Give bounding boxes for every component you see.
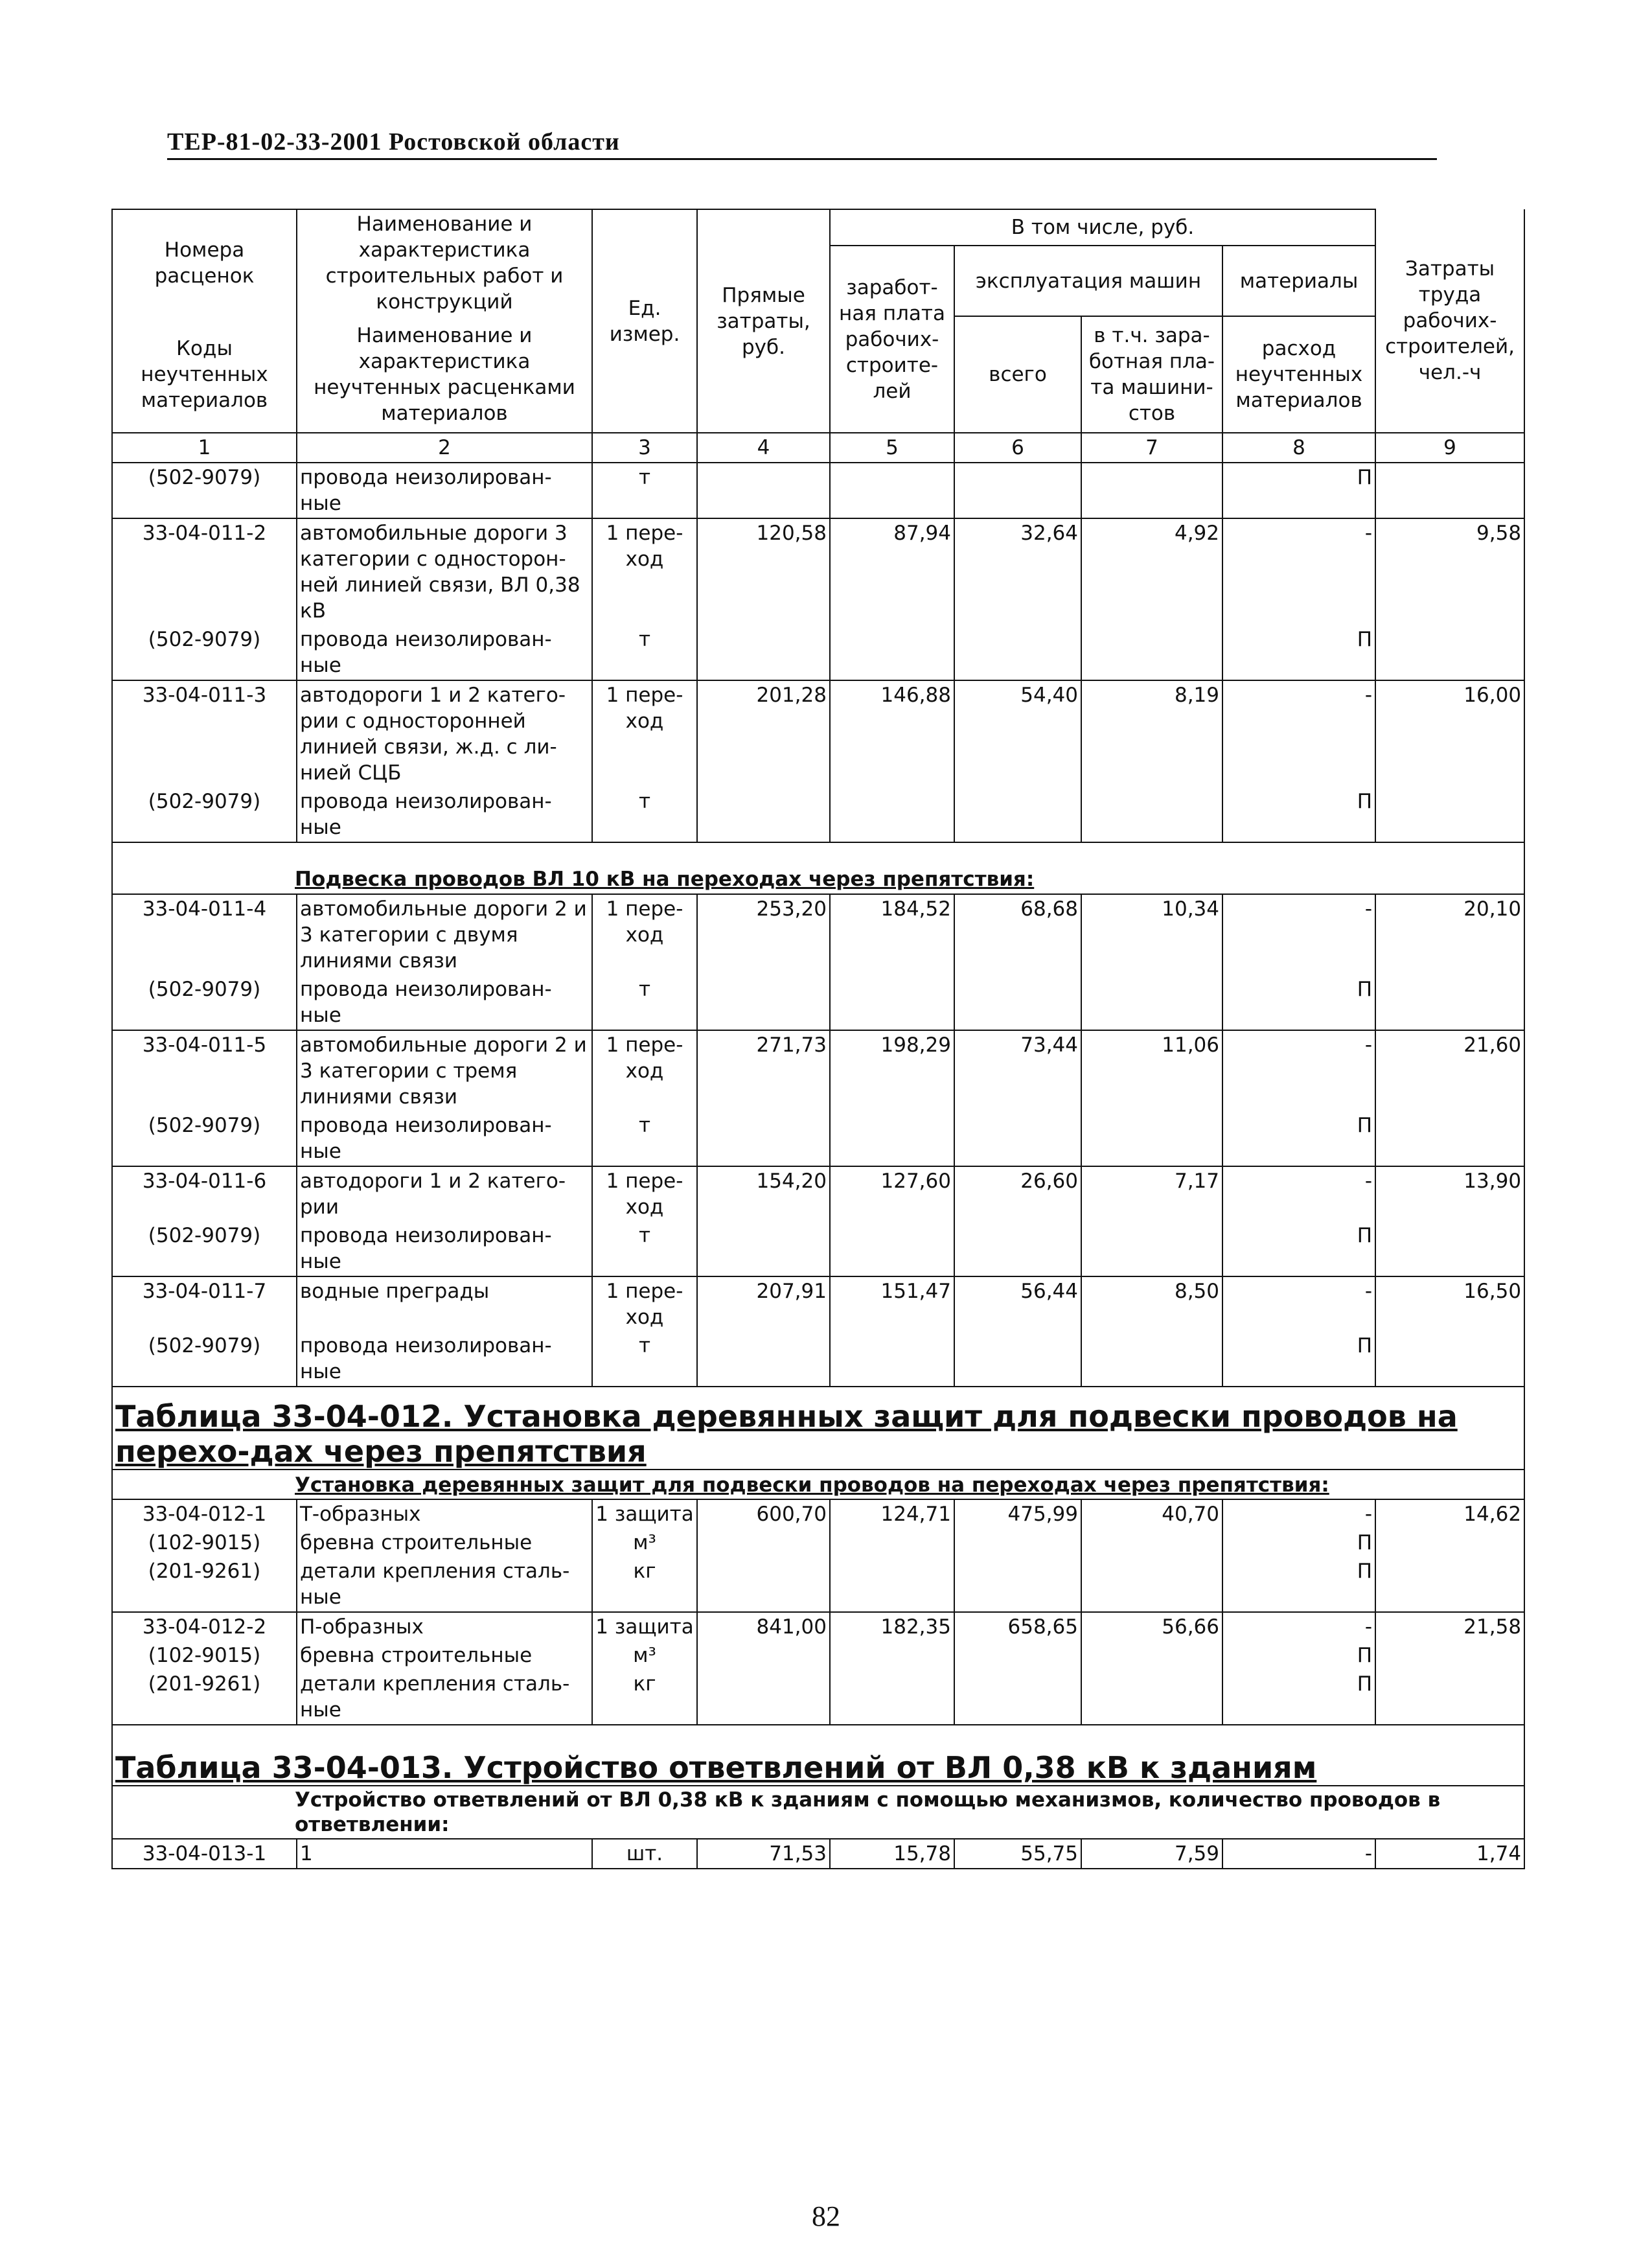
machinist-wage: [1081, 1528, 1222, 1557]
material-mark: -: [1222, 518, 1375, 625]
header-work-name: Наименование и характеристика строительных работ и конструкций: [297, 209, 592, 316]
machine-costs: 475,99: [954, 1499, 1081, 1528]
col-num: 6: [954, 433, 1081, 463]
table-header: [112, 209, 1524, 463]
labor-costs: 16,00: [1375, 680, 1524, 787]
material-mark: -: [1222, 1166, 1375, 1221]
work-name: автодороги 1 и 2 катего-рии с односторонней линией связи, ж.д. с ли-нией СЦБ: [297, 680, 592, 787]
unit: т: [592, 1221, 697, 1276]
work-name: 1: [297, 1839, 592, 1869]
table-title: Таблица 33-04-013. Устройство ответвлений от ВЛ 0,38 кВ к зданиям: [112, 1725, 1524, 1786]
worker-wage: [830, 787, 954, 842]
machinist-wage: 10,34: [1081, 894, 1222, 975]
machinist-wage: 56,66: [1081, 1612, 1222, 1641]
section-heading: Устройство ответвлений от ВЛ 0,38 кВ к зданиям с помощью механизмов, количество проводов в ответвлении:: [112, 1786, 1524, 1839]
unit: т: [592, 463, 697, 518]
work-name: автодороги 1 и 2 катего-рии: [297, 1166, 592, 1221]
unit: м³: [592, 1528, 697, 1557]
table-row: [112, 975, 1524, 1030]
worker-wage: [830, 1670, 954, 1725]
material-mark: П: [1222, 1528, 1375, 1557]
rate-code: (502-9079): [112, 625, 297, 680]
machinist-wage: [1081, 1332, 1222, 1387]
header-rate-numbers: Номера расценок: [112, 209, 297, 316]
unit: м³: [592, 1641, 697, 1670]
table-row: [112, 1111, 1524, 1166]
direct-costs: 201,28: [697, 680, 830, 787]
direct-costs: [697, 1111, 830, 1166]
direct-costs: [697, 625, 830, 680]
table-row: [112, 1030, 1524, 1111]
work-name: бревна строительные: [297, 1528, 592, 1557]
labor-costs: [1375, 1111, 1524, 1166]
section-10kv: [112, 842, 1524, 894]
rate-code: (102-9015): [112, 1528, 297, 1557]
material-mark: П: [1222, 1670, 1375, 1725]
labor-costs: 20,10: [1375, 894, 1524, 975]
work-name: детали крепления сталь-ные: [297, 1670, 592, 1725]
header-wage: заработ-ная плата рабочих-строите-лей: [830, 246, 954, 433]
table-row: [112, 680, 1524, 787]
worker-wage: 124,71: [830, 1499, 954, 1528]
machinist-wage: [1081, 625, 1222, 680]
work-name: автомобильные дороги 2 и 3 категории с тремя линиями связи: [297, 1030, 592, 1111]
machinist-wage: [1081, 1111, 1222, 1166]
machinist-wage: [1081, 1670, 1222, 1725]
labor-costs: 14,62: [1375, 1499, 1524, 1528]
rates-sheet: [111, 209, 1524, 1869]
col-num: 5: [830, 433, 954, 463]
machine-costs: 54,40: [954, 680, 1081, 787]
header-direct-costs: Прямые затраты, руб.: [697, 209, 830, 433]
work-name: Т-образных: [297, 1499, 592, 1528]
machine-costs: [954, 625, 1081, 680]
direct-costs: [697, 1557, 830, 1612]
table-row: [112, 463, 1524, 518]
table-row: [112, 1221, 1524, 1276]
machinist-wage: [1081, 1641, 1222, 1670]
unit: т: [592, 1111, 697, 1166]
unit: 1 защита: [592, 1499, 697, 1528]
work-name: автомобильные дороги 3 категории с односторон-ней линией связи, ВЛ 0,38 кВ: [297, 518, 592, 625]
direct-costs: [697, 463, 830, 518]
worker-wage: [830, 463, 954, 518]
material-mark: П: [1222, 625, 1375, 680]
rate-code: (201-9261): [112, 1557, 297, 1612]
material-mark: П: [1222, 1332, 1375, 1387]
col-num: 8: [1222, 433, 1375, 463]
page-number: 82: [812, 2200, 840, 2232]
worker-wage: [830, 1221, 954, 1276]
unit: 1 пере-ход: [592, 518, 697, 625]
rate-code: (502-9079): [112, 1332, 297, 1387]
labor-costs: [1375, 1528, 1524, 1557]
machine-costs: 32,64: [954, 518, 1081, 625]
worker-wage: [830, 1528, 954, 1557]
labor-costs: [1375, 1221, 1524, 1276]
direct-costs: 71,53: [697, 1839, 830, 1869]
direct-costs: [697, 1670, 830, 1725]
work-name: провода неизолирован-ные: [297, 1221, 592, 1276]
section-heading: Подвеска проводов ВЛ 10 кВ на переходах через препятствия:: [112, 842, 1524, 894]
unit: шт.: [592, 1839, 697, 1869]
direct-costs: [697, 1528, 830, 1557]
worker-wage: [830, 1111, 954, 1166]
block-011-a: [112, 463, 1524, 842]
table-row: [112, 1528, 1524, 1557]
direct-costs: 600,70: [697, 1499, 830, 1528]
machinist-wage: [1081, 975, 1222, 1030]
labor-costs: [1375, 1557, 1524, 1612]
labor-costs: [1375, 787, 1524, 842]
table-row: [112, 1499, 1524, 1528]
rate-code: 33-04-011-7: [112, 1276, 297, 1332]
material-mark: -: [1222, 680, 1375, 787]
machinist-wage: 8,50: [1081, 1276, 1222, 1332]
rate-code: 33-04-013-1: [112, 1839, 297, 1869]
direct-costs: 207,91: [697, 1276, 830, 1332]
direct-costs: 120,58: [697, 518, 830, 625]
table-row: [112, 787, 1524, 842]
col-num: 9: [1375, 433, 1524, 463]
rate-code: 33-04-011-4: [112, 894, 297, 975]
table-row: [112, 1612, 1524, 1641]
rate-code: (201-9261): [112, 1670, 297, 1725]
col-num: 2: [297, 433, 592, 463]
labor-costs: 21,60: [1375, 1030, 1524, 1111]
table-title: Таблица 33-04-012. Установка деревянных защит для подвески проводов на перехо-дах через препятствия: [112, 1387, 1524, 1470]
header-machines: эксплуатация машин: [954, 246, 1222, 316]
labor-costs: 21,58: [1375, 1612, 1524, 1641]
table-row: [112, 518, 1524, 625]
machinist-wage: [1081, 1557, 1222, 1612]
material-mark: -: [1222, 1839, 1375, 1869]
unit: т: [592, 1332, 697, 1387]
worker-wage: [830, 1332, 954, 1387]
header-including: В том числе, руб.: [830, 209, 1375, 246]
rate-code: (102-9015): [112, 1641, 297, 1670]
rate-code: 33-04-012-1: [112, 1499, 297, 1528]
table-row: [112, 625, 1524, 680]
rate-code: 33-04-011-2: [112, 518, 297, 625]
worker-wage: [830, 1641, 954, 1670]
worker-wage: 198,29: [830, 1030, 954, 1111]
machinist-wage: 8,19: [1081, 680, 1222, 787]
worker-wage: 182,35: [830, 1612, 954, 1641]
header-unaccounted-name: Наименование и характеристика неучтенных расценками материалов: [297, 316, 592, 433]
header-unit: Ед. измер.: [592, 209, 697, 433]
unit: 1 пере-ход: [592, 1276, 697, 1332]
work-name: бревна строительные: [297, 1641, 592, 1670]
machinist-wage: 7,59: [1081, 1839, 1222, 1869]
header-material-consumption: расход неучтенных материалов: [1222, 316, 1375, 433]
machinist-wage: [1081, 1221, 1222, 1276]
block-012: [112, 1499, 1524, 1725]
unit: кг: [592, 1557, 697, 1612]
labor-costs: 9,58: [1375, 518, 1524, 625]
labor-costs: 16,50: [1375, 1276, 1524, 1332]
worker-wage: [830, 625, 954, 680]
material-mark: П: [1222, 1221, 1375, 1276]
labor-costs: 13,90: [1375, 1166, 1524, 1221]
work-name: провода неизолирован-ные: [297, 463, 592, 518]
rate-code: (502-9079): [112, 463, 297, 518]
machinist-wage: 40,70: [1081, 1499, 1222, 1528]
direct-costs: [697, 1221, 830, 1276]
unit: т: [592, 975, 697, 1030]
col-num: 1: [112, 433, 297, 463]
machine-costs: [954, 1528, 1081, 1557]
header-machinist-wage: в т.ч. зара-ботная пла-та машини-стов: [1081, 316, 1222, 433]
col-num: 3: [592, 433, 697, 463]
work-name: провода неизолирован-ные: [297, 975, 592, 1030]
labor-costs: [1375, 1670, 1524, 1725]
table-row: [112, 1557, 1524, 1612]
worker-wage: 151,47: [830, 1276, 954, 1332]
work-name: провода неизолирован-ные: [297, 1111, 592, 1166]
direct-costs: [697, 1332, 830, 1387]
direct-costs: 253,20: [697, 894, 830, 975]
table-row: [112, 1276, 1524, 1332]
machinist-wage: 4,92: [1081, 518, 1222, 625]
unit: кг: [592, 1670, 697, 1725]
machine-costs: 56,44: [954, 1276, 1081, 1332]
machine-costs: [954, 1641, 1081, 1670]
machine-costs: [954, 1670, 1081, 1725]
table-row: [112, 1332, 1524, 1387]
rate-code: 33-04-011-3: [112, 680, 297, 787]
work-name: провода неизолирован-ные: [297, 625, 592, 680]
table-row: [112, 1670, 1524, 1725]
material-mark: П: [1222, 463, 1375, 518]
machine-costs: [954, 975, 1081, 1030]
labor-costs: 1,74: [1375, 1839, 1524, 1869]
table-row: [112, 1166, 1524, 1221]
table-012-heading: [112, 1387, 1524, 1499]
unit: 1 пере-ход: [592, 1166, 697, 1221]
labor-costs: [1375, 463, 1524, 518]
block-011-b: [112, 894, 1524, 1387]
machine-costs: 73,44: [954, 1030, 1081, 1111]
machine-costs: 55,75: [954, 1839, 1081, 1869]
worker-wage: [830, 975, 954, 1030]
rates-table: [111, 209, 1525, 1869]
unit: т: [592, 787, 697, 842]
rate-code: (502-9079): [112, 1221, 297, 1276]
labor-costs: [1375, 975, 1524, 1030]
machine-costs: [954, 1332, 1081, 1387]
header-unaccounted-codes: Коды неучтенных материалов: [112, 316, 297, 433]
material-mark: -: [1222, 894, 1375, 975]
machine-costs: [954, 787, 1081, 842]
col-num: 7: [1081, 433, 1222, 463]
material-mark: П: [1222, 1111, 1375, 1166]
direct-costs: [697, 975, 830, 1030]
work-name: провода неизолирован-ные: [297, 1332, 592, 1387]
work-name: провода неизолирован-ные: [297, 787, 592, 842]
material-mark: П: [1222, 975, 1375, 1030]
rate-code: (502-9079): [112, 975, 297, 1030]
unit: т: [592, 625, 697, 680]
header-machines-total: всего: [954, 316, 1081, 433]
material-mark: -: [1222, 1612, 1375, 1641]
work-name: П-образных: [297, 1612, 592, 1641]
machine-costs: [954, 1221, 1081, 1276]
worker-wage: 127,60: [830, 1166, 954, 1221]
machinist-wage: [1081, 787, 1222, 842]
unit: 1 пере-ход: [592, 680, 697, 787]
machine-costs: 26,60: [954, 1166, 1081, 1221]
direct-costs: 271,73: [697, 1030, 830, 1111]
running-head: ТЕР-81-02-33-2001 Ростовской области: [167, 127, 1437, 160]
machinist-wage: 7,17: [1081, 1166, 1222, 1221]
worker-wage: [830, 1557, 954, 1612]
machinist-wage: [1081, 463, 1222, 518]
unit: 1 пере-ход: [592, 894, 697, 975]
unit: 1 защита: [592, 1612, 697, 1641]
worker-wage: 146,88: [830, 680, 954, 787]
worker-wage: 15,78: [830, 1839, 954, 1869]
direct-costs: [697, 1641, 830, 1670]
direct-costs: 154,20: [697, 1166, 830, 1221]
labor-costs: [1375, 625, 1524, 680]
col-num: 4: [697, 433, 830, 463]
direct-costs: [697, 787, 830, 842]
header-materials: материалы: [1222, 246, 1375, 316]
block-013: [112, 1839, 1524, 1869]
rate-code: (502-9079): [112, 1111, 297, 1166]
material-mark: -: [1222, 1030, 1375, 1111]
machine-costs: 68,68: [954, 894, 1081, 975]
machinist-wage: 11,06: [1081, 1030, 1222, 1111]
direct-costs: 841,00: [697, 1612, 830, 1641]
material-mark: -: [1222, 1276, 1375, 1332]
material-mark: П: [1222, 1641, 1375, 1670]
table-row: [112, 1641, 1524, 1670]
machine-costs: [954, 1557, 1081, 1612]
table-row: [112, 894, 1524, 975]
rate-code: 33-04-011-5: [112, 1030, 297, 1111]
unit: 1 пере-ход: [592, 1030, 697, 1111]
work-name: водные преграды: [297, 1276, 592, 1332]
labor-costs: [1375, 1332, 1524, 1387]
table-row: [112, 1839, 1524, 1869]
worker-wage: 87,94: [830, 518, 954, 625]
material-mark: -: [1222, 1499, 1375, 1528]
material-mark: П: [1222, 1557, 1375, 1612]
work-name: автомобильные дороги 2 и 3 категории с двумя линиями связи: [297, 894, 592, 975]
table-013-heading: [112, 1725, 1524, 1839]
rate-code: (502-9079): [112, 787, 297, 842]
worker-wage: 184,52: [830, 894, 954, 975]
column-numbers-row: [112, 433, 1524, 463]
rate-code: 33-04-012-2: [112, 1612, 297, 1641]
header-labor: Затраты труда рабочих-строителей, чел.-ч: [1375, 209, 1524, 433]
section-heading: Установка деревянных защит для подвески проводов на переходах через препятствия:: [112, 1470, 1524, 1499]
machine-costs: [954, 463, 1081, 518]
work-name: детали крепления сталь-ные: [297, 1557, 592, 1612]
rate-code: 33-04-011-6: [112, 1166, 297, 1221]
machine-costs: 658,65: [954, 1612, 1081, 1641]
material-mark: П: [1222, 787, 1375, 842]
machine-costs: [954, 1111, 1081, 1166]
labor-costs: [1375, 1641, 1524, 1670]
